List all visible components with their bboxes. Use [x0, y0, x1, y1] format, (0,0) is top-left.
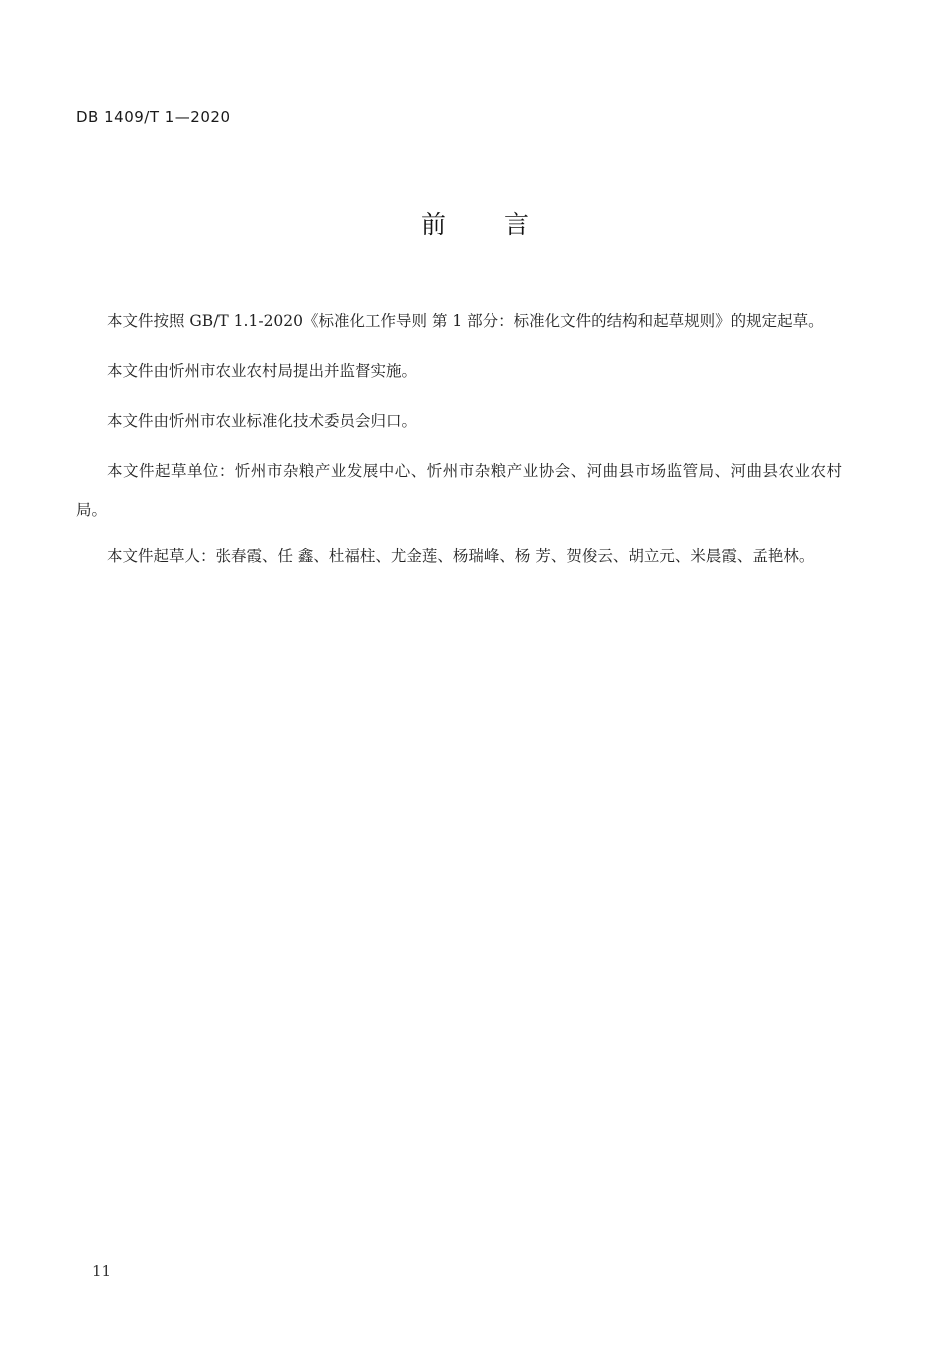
- paragraph-drafting-units: 本文件起草单位：忻州市杂粮产业发展中心、忻州市杂粮产业协会、河曲县市场监管局、河曲县农业农村局。: [76, 462, 842, 519]
- page-number: 11: [92, 1262, 112, 1280]
- body-text: [76, 302, 842, 571]
- paragraph-drafting-rules: 本文件按照 GB/T 1.1-2020《标准化工作导则 第 1 部分：标准化文件的结构和起草规则》的规定起草。: [107, 312, 824, 330]
- document-code: DB 1409/T 1—2020: [76, 108, 231, 126]
- paragraph-administrator: 本文件由忻州市农业标准化技术委员会归口。: [107, 412, 418, 430]
- paragraph-proposer: 本文件由忻州市农业农村局提出并监督实施。: [107, 362, 418, 380]
- paragraph-drafters: 本文件起草人：张春霞、任 鑫、杜福柱、尤金莲、杨瑞峰、杨 芳、贺俊云、胡立元、米晨霞、孟艳林。: [107, 547, 815, 565]
- page-title: 前言: [420, 210, 587, 239]
